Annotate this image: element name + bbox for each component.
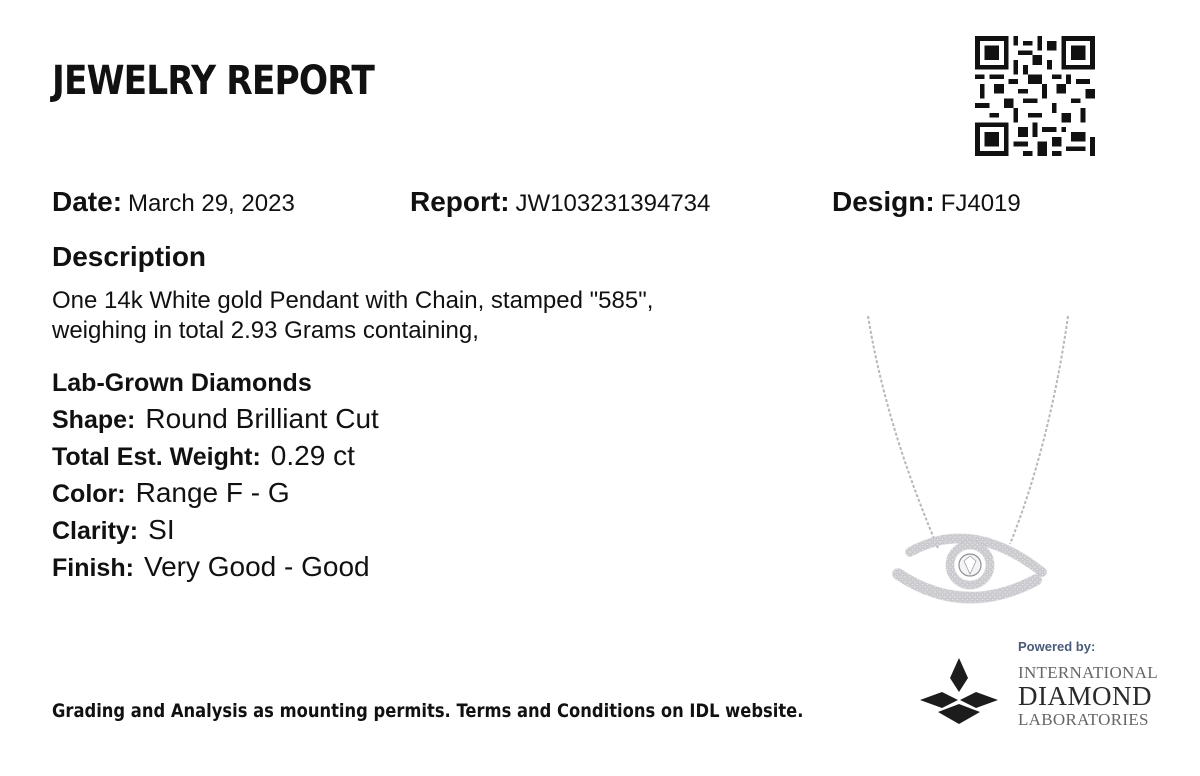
idl-line-diamond: DIAMOND bbox=[1018, 681, 1152, 711]
design-label: Design: bbox=[832, 186, 935, 217]
spec-row-finish bbox=[52, 548, 379, 585]
spec-value: Range F - G bbox=[135, 477, 290, 508]
report-label: Report: bbox=[410, 186, 510, 217]
description-line-1: One 14k White gold Pendant with Chain, stamped "585", bbox=[52, 287, 654, 314]
description-line-2: weighing in total 2.93 Grams containing, bbox=[52, 317, 479, 344]
idl-diamond-logo-icon bbox=[918, 656, 1000, 726]
design-value: FJ4019 bbox=[940, 190, 1021, 217]
idl-line-international: INTERNATIONAL bbox=[1018, 663, 1158, 682]
footer-disclaimer: Grading and Analysis as mounting permits. Terms and Conditions on IDL website. bbox=[52, 700, 804, 722]
spec-label: Clarity: bbox=[52, 517, 139, 545]
spec-row-weight bbox=[52, 437, 379, 474]
qr-code-icon bbox=[975, 36, 1095, 156]
spec-value: 0.29 ct bbox=[270, 440, 355, 471]
date-field bbox=[52, 186, 295, 218]
spec-label: Shape: bbox=[52, 406, 136, 434]
idl-wordmark bbox=[1018, 663, 1158, 730]
spec-label: Total Est. Weight: bbox=[52, 443, 261, 471]
design-field bbox=[832, 186, 1021, 218]
spec-value: Very Good - Good bbox=[143, 551, 370, 582]
report-number-field bbox=[410, 186, 710, 218]
specs-heading: Lab-Grown Diamonds bbox=[52, 369, 312, 397]
powered-by-label: Powered by: bbox=[1018, 639, 1096, 654]
description-heading: Description bbox=[52, 241, 207, 272]
spec-value: SI bbox=[148, 514, 175, 545]
idl-line-laboratories: LABORATORIES bbox=[1018, 710, 1149, 729]
date-label: Date: bbox=[52, 186, 123, 217]
spec-row-shape bbox=[52, 400, 379, 437]
diamond-specs bbox=[52, 366, 379, 585]
report-value: JW103231394734 bbox=[515, 190, 711, 217]
report-title: JEWELRY REPORT bbox=[52, 58, 374, 104]
spec-label: Finish: bbox=[52, 554, 134, 582]
spec-label: Color: bbox=[52, 480, 126, 508]
spec-row-clarity bbox=[52, 511, 379, 548]
spec-value: Round Brilliant Cut bbox=[145, 403, 379, 434]
spec-row-color bbox=[52, 474, 379, 511]
description-text bbox=[52, 286, 812, 346]
date-value: March 29, 2023 bbox=[128, 190, 295, 217]
pendant-photo bbox=[860, 312, 1080, 612]
